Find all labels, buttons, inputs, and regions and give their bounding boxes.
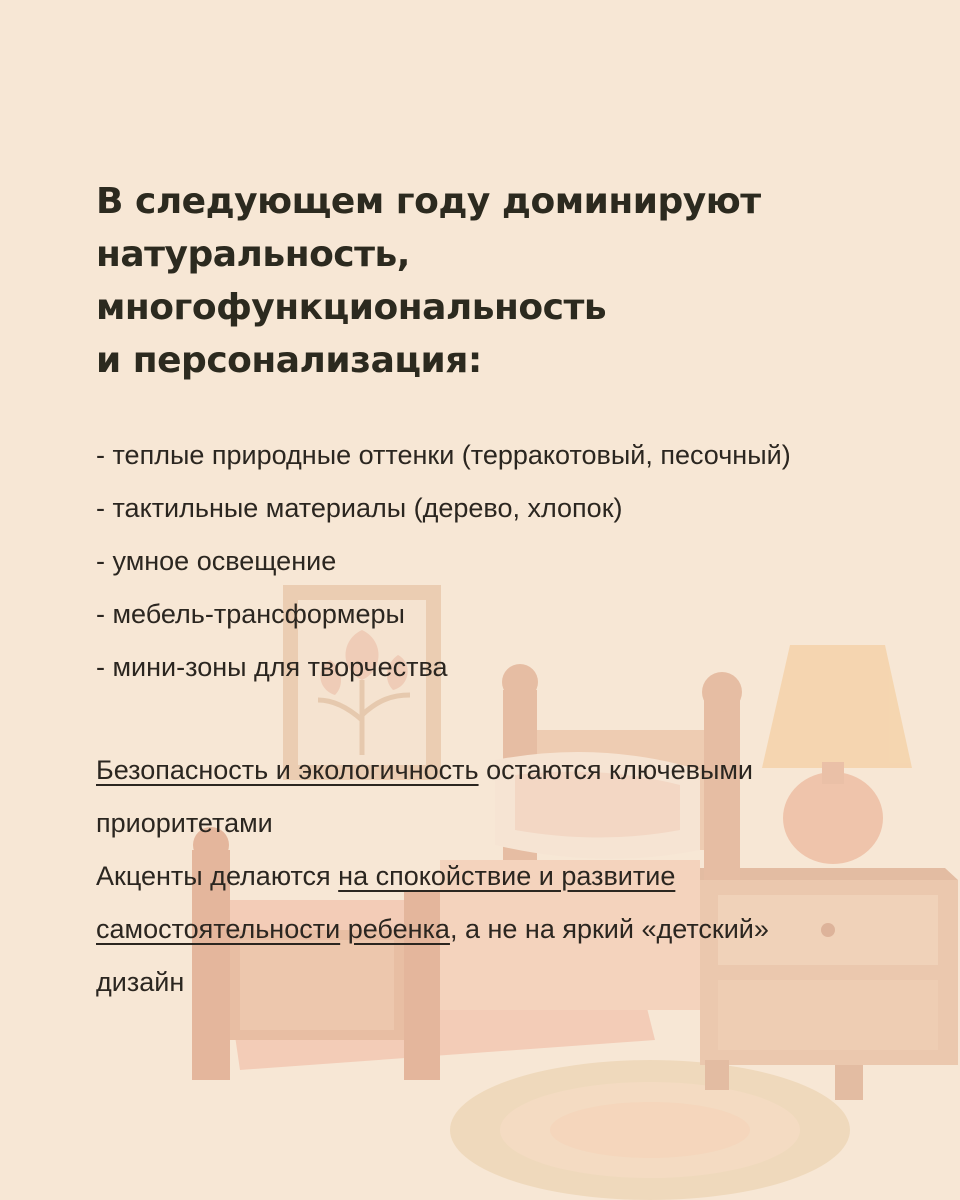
note-text: , а не на яркий «детский» дизайн [96, 914, 769, 997]
nightstand-leg [835, 1065, 863, 1100]
note-space [340, 914, 348, 944]
trend-item: - мини-зоны для творчества [96, 652, 448, 682]
heading-line: натуральность, многофункциональность [96, 234, 607, 328]
note-text: Акценты делаются [96, 861, 339, 891]
trend-item: - теплые природные оттенки (терракотовый, песочный) [96, 440, 791, 470]
heading [96, 175, 926, 387]
highlight-calm-development: на спокойствие и развитие самостоятельности [96, 861, 676, 944]
content [96, 175, 926, 1009]
nightstand-leg [705, 1060, 729, 1090]
highlight-safety: Безопасность и экологичность [96, 755, 479, 785]
trend-list [96, 429, 926, 694]
highlight-child: ребенка [347, 914, 450, 944]
trend-item: - умное освещение [96, 546, 337, 576]
heading-line: и персонализация: [96, 340, 482, 381]
trend-item: - тактильные материалы (дерево, хлопок) [96, 493, 623, 523]
notes [96, 744, 856, 1009]
trend-item: - мебель-трансформеры [96, 599, 405, 629]
note-accents [96, 850, 856, 1009]
rug-center [550, 1102, 750, 1158]
note-text: остаются ключевыми приоритетами [96, 755, 754, 838]
heading-line: В следующем году доминируют [96, 181, 761, 222]
note-safety [96, 744, 856, 850]
